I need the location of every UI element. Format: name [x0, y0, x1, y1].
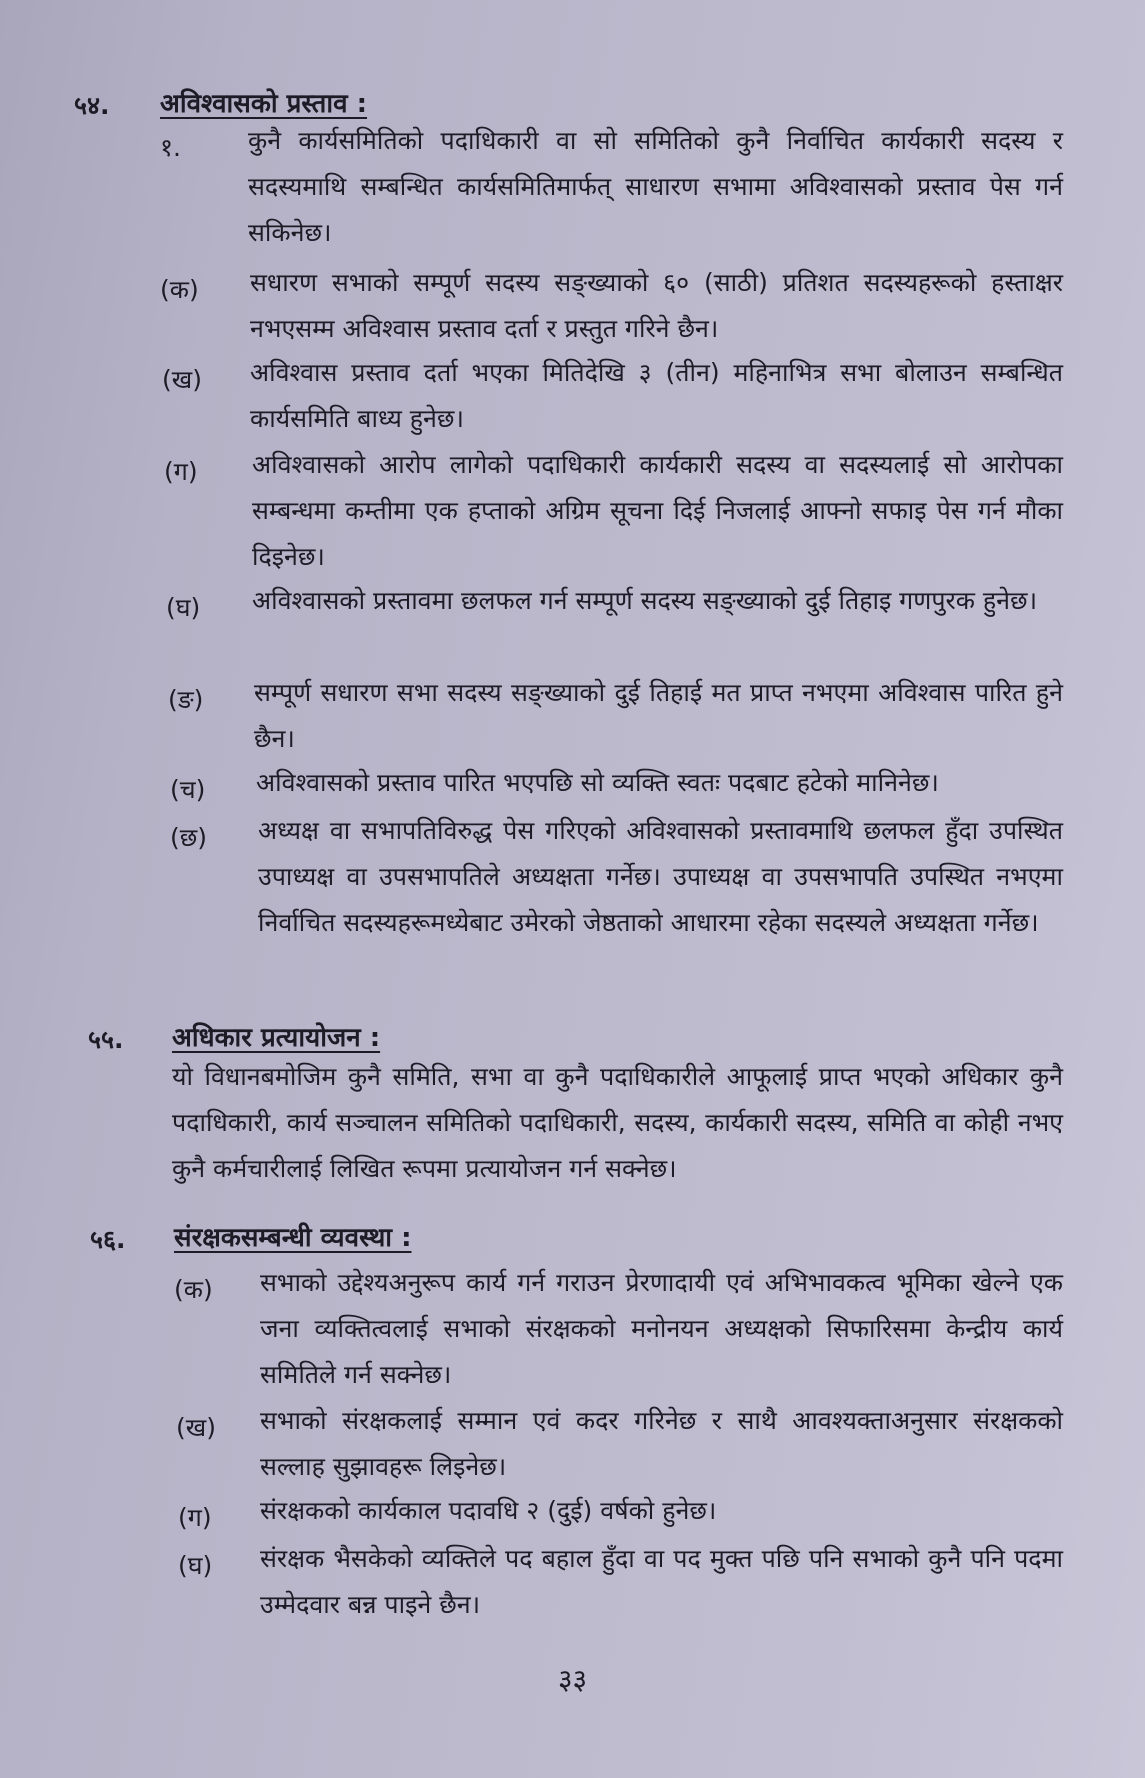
item-label: (ग)	[178, 1503, 212, 1532]
item-text: संरक्षकको कार्यकाल पदावधि २ (दुई) वर्षको हुनेछ।	[260, 1496, 717, 1525]
section-number: ५६.	[90, 1225, 126, 1254]
item-label: (क)	[174, 1275, 213, 1304]
section-title: अविश्वासको प्रस्ताव :	[160, 89, 367, 119]
section-number: ५५.	[88, 1025, 124, 1054]
page-number: ३३	[557, 1663, 588, 1696]
item-text: अविश्वासको आरोप लागेको पदाधिकारी कार्यकारी सदस्य वा सदस्यलाई सो आरोपका सम्बन्धमा कम्तीमा एक हप्ताको अग्रिम सूचना दिई निजलाई आफ्नो सफाइ पेस गर्न मौका दिइनेछ।	[252, 450, 1063, 571]
item-text: अध्यक्ष वा सभापतिविरुद्ध पेस गरिएको अविश्वासको प्रस्तावमाथि छलफल हुँदा उपस्थित उपाध्यक्ष वा उपसभापतिले अध्यक्षता गर्नेछ। उपाध्यक्ष वा उपसभापति उपस्थित नभएमा निर्वाचित सदस्यहरूमध्येबाट उमेरको जेष्ठताको आधारमा रहेका सदस्यले अध्यक्षता गर्नेछ।	[258, 816, 1063, 937]
item-label: (ख)	[162, 365, 202, 394]
section-paragraph: यो विधानबमोजिम कुनै समिति, सभा वा कुनै पदाधिकारीले आफूलाई प्राप्त भएको अधिकार कुनै पदाधिकारी, कार्य सञ्चालन समितिको पदाधिकारी, सदस्य, कार्यकारी सदस्य, समिति वा कोही नभए कुनै कर्मचारीलाई लिखित रूपमा प्रत्यायोजन गर्न सक्नेछ।	[172, 1062, 1063, 1183]
section-title: संरक्षकसम्बन्धी व्यवस्था :	[174, 1223, 412, 1253]
item-label: (घ)	[166, 593, 201, 622]
item-text: सभाको संरक्षकलाई सम्मान एवं कदर गरिनेछ र साथै आवश्यक्ताअनुसार संरक्षकको सल्लाह सुझावहरू लिइनेछ।	[260, 1406, 1063, 1481]
item-text: संरक्षक भैसकेको व्यक्तिले पद बहाल हुँदा वा पद मुक्त पछि पनि सभाको कुनै पनि पदमा उम्मेदवार बन्न पाइने छैन।	[260, 1544, 1063, 1619]
item-label: (ग)	[164, 457, 198, 486]
item-label: (ख)	[176, 1413, 216, 1442]
section-title: अधिकार प्रत्यायोजन :	[172, 1023, 381, 1053]
item-text: सधारण सभाको सम्पूर्ण सदस्य सङ्ख्याको ६० (साठी) प्रतिशत सदस्यहरूको हस्ताक्षर नभएसम्म अविश्वास प्रस्ताव दर्ता र प्रस्तुत गरिने छैन।	[250, 268, 1063, 343]
item-text: अविश्वास प्रस्ताव दर्ता भएका मितिदेखि ३ (तीन) महिनाभित्र सभा बोलाउन सम्बन्धित कार्यसमिति बाध्य हुनेछ।	[250, 358, 1063, 433]
item-text: सम्पूर्ण सधारण सभा सदस्य सङ्ख्याको दुई तिहाई मत प्राप्त नभएमा अविश्वास पारित हुने छैन।	[254, 678, 1063, 753]
item-text: अविश्वासको प्रस्ताव पारित भएपछि सो व्यक्ति स्वतः पदबाट हटेको मानिनेछ।	[256, 768, 939, 797]
item-label: (छ)	[170, 823, 208, 852]
item-label: (च)	[170, 775, 206, 804]
item-text: सभाको उद्देश्यअनुरूप कार्य गर्न गराउन प्रेरणादायी एवं अभिभावकत्व भूमिका खेल्ने एक जना व्यक्तित्वलाई सभाको संरक्षकको मनोनयन अध्यक्षको सिफारिसमा केन्द्रीय कार्य समितिले गर्न सक्नेछ।	[260, 1268, 1063, 1389]
item-text: कुनै कार्यसमितिको पदाधिकारी वा सो समितिको कुनै निर्वाचित कार्यकारी सदस्य र सदस्यमाथि सम्बन्धित कार्यसमितिमार्फत् साधारण सभामा अविश्वासको प्रस्ताव पेस गर्न सकिनेछ।	[248, 126, 1063, 247]
item-label: (ङ)	[168, 685, 204, 714]
item-label: (घ)	[178, 1551, 213, 1580]
item-label: १.	[160, 133, 181, 162]
item-text: अविश्वासको प्रस्तावमा छलफल गर्न सम्पूर्ण सदस्य सङ्ख्याको दुई तिहाइ गणपुरक हुनेछ।	[252, 586, 1038, 615]
section-number: ५४.	[74, 91, 110, 120]
item-label: (क)	[160, 275, 199, 304]
